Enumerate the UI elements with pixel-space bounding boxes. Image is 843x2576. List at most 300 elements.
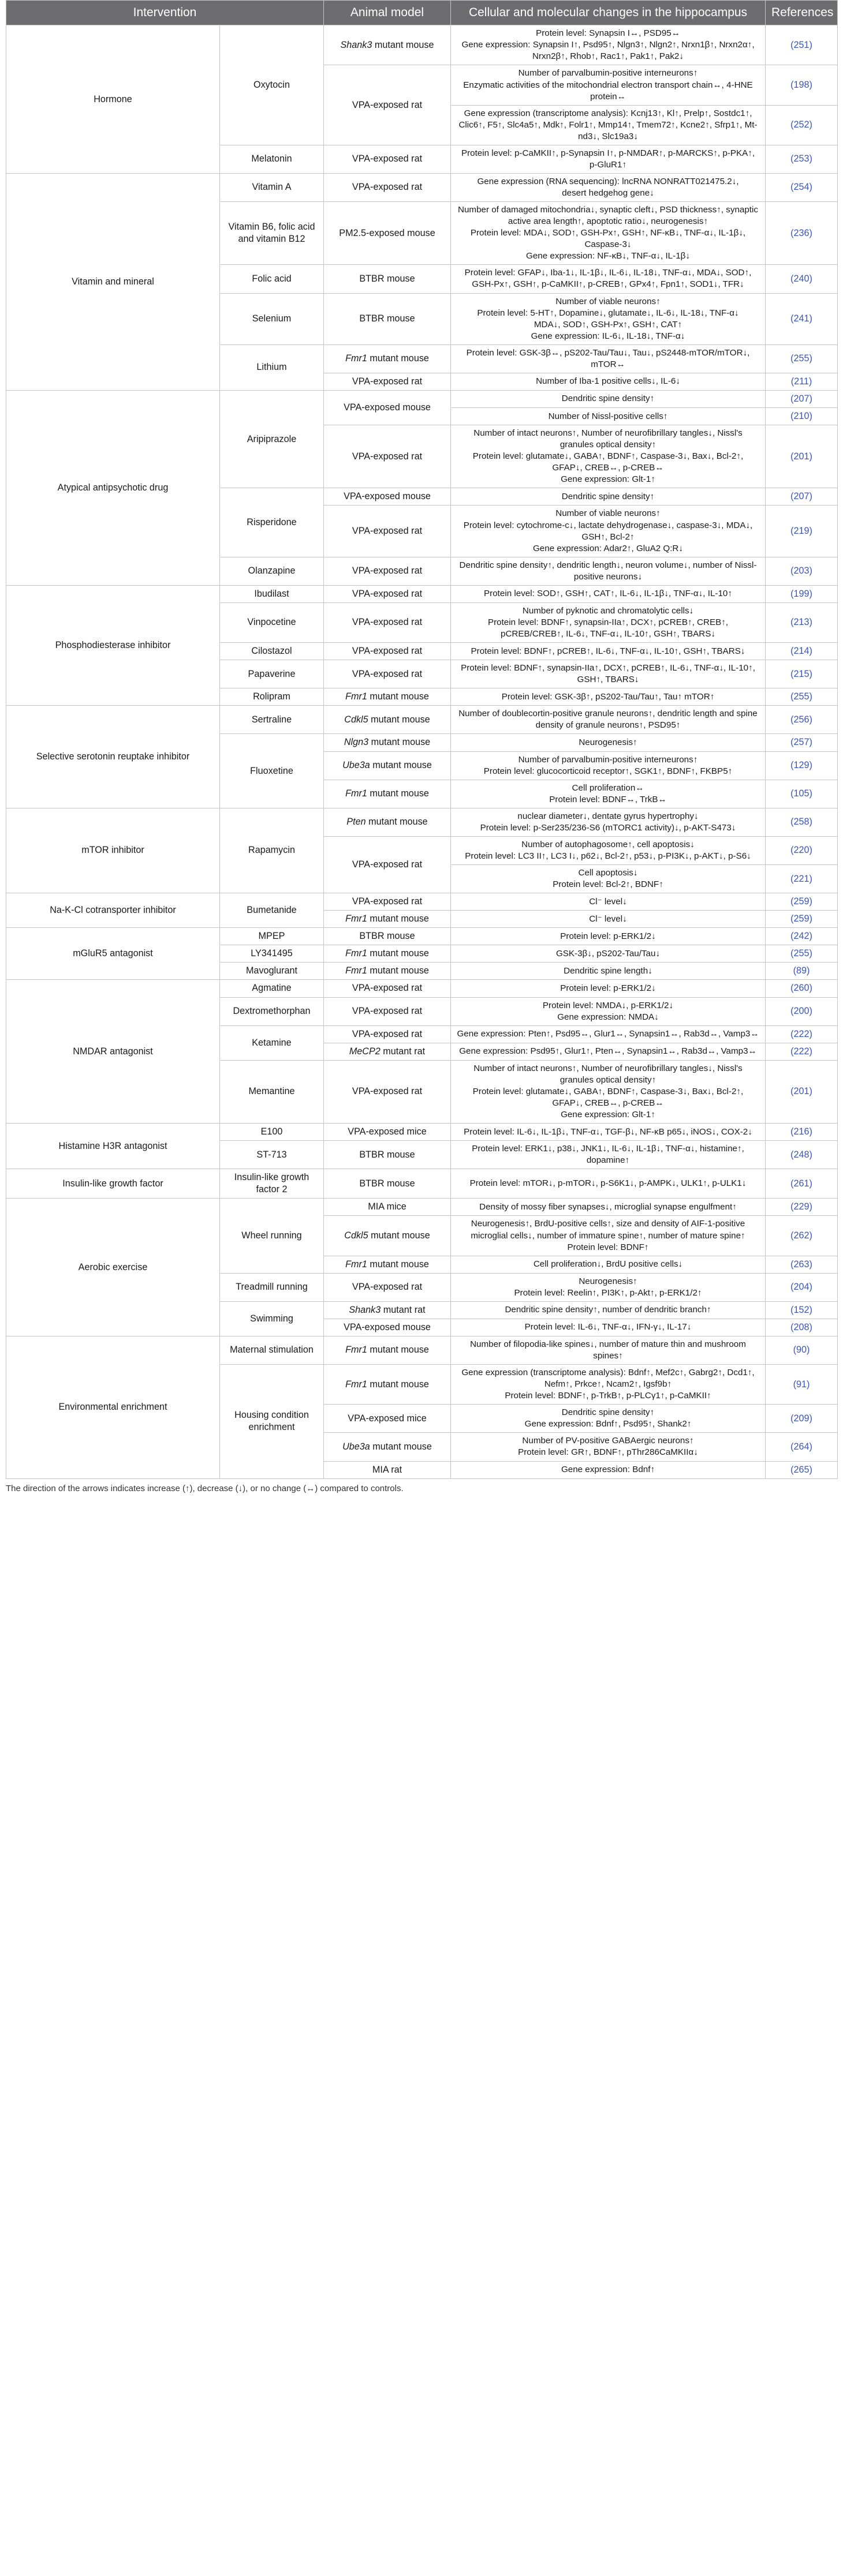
gene-name: Cdkl5: [344, 714, 368, 725]
hippocampal-changes: [451, 734, 766, 751]
model-suffix: mutant mouse: [367, 1379, 429, 1390]
gene-name: Fmr1: [345, 1259, 367, 1270]
reference-cell: [766, 145, 838, 173]
change-line: Gene expression: Psd95↑, Glur1↑, Pten↔, Synapsin1↔, Rab3d↔, Vamp3↔: [459, 1046, 757, 1057]
hippocampal-changes: [451, 173, 766, 201]
change-line: Number of doublecortin-positive granule neurons↑, dendritic length and spine density of granule neurons↑, PSD95↑: [458, 709, 758, 731]
reference-link[interactable]: (222): [790, 1046, 812, 1057]
reference-link[interactable]: (204): [790, 1282, 812, 1293]
reference-link[interactable]: (260): [790, 983, 812, 994]
animal-model: [324, 345, 451, 373]
change-line: Gene expression: Pten↑, Psd95↔, Glur1↔, Synapsin1↔, Rab3d↔, Vamp3↔: [457, 1029, 759, 1039]
animal-model: VPA-exposed rat: [324, 373, 451, 390]
reference-link[interactable]: (236): [790, 227, 812, 238]
hippocampal-changes: [451, 105, 766, 145]
reference-cell: [766, 865, 838, 893]
reference-cell: [766, 1169, 838, 1199]
change-line: Protein level: GSK-3β↑, pS202-Tau/Tau↑, Tau↑ mTOR↑: [501, 691, 715, 702]
change-line: Protein level: LC3 II↑, LC3 I↓, p62↓, Bcl-2↑, p53↓, p-PI3K↓, p-AKT↓, p-S6↓: [465, 851, 751, 861]
animal-model: [324, 1336, 451, 1364]
change-line: Number of intact neurons↑, Number of neurofibrillary tangles↓, Nissl's granules optical density↑: [473, 1063, 743, 1085]
hippocampal-changes: [451, 660, 766, 688]
reference-link[interactable]: (105): [790, 788, 812, 799]
change-line: Number of pyknotic and chromatolytic cells↓: [522, 605, 694, 616]
hippocampal-changes: [451, 1124, 766, 1141]
change-line: nuclear diameter↓, dentate gyrus hypertrophy↓: [517, 811, 699, 821]
change-line: Gene expression: Glt-1↑: [561, 474, 655, 485]
change-line: Neurogenesis↑: [579, 737, 637, 747]
reference-link[interactable]: (258): [790, 817, 812, 828]
reference-cell: [766, 1273, 838, 1301]
reference-cell: [766, 643, 838, 660]
animal-model: [324, 706, 451, 734]
reference-link[interactable]: (241): [790, 313, 812, 324]
change-line: Protein level: p-Ser235/236-S6 (mTORC1 activity)↓, p-AKT-S473↓: [480, 822, 736, 833]
intervention-category: Atypical antipsychotic drug: [6, 390, 220, 585]
change-line: Gene expression: Adar2↑, GluA2 Q:R↓: [532, 543, 683, 553]
gene-name: Pten: [346, 817, 366, 828]
reference-link[interactable]: (242): [790, 931, 812, 942]
change-line: Protein level: GR↑, BDNF↑, pThr286CaMKIIα↓: [518, 1447, 698, 1458]
reference-link[interactable]: (255): [790, 353, 812, 364]
model-suffix: mutant mouse: [368, 1230, 430, 1241]
intervention-agent: Fluoxetine: [220, 734, 324, 808]
table-header-row: [6, 1, 838, 25]
table-row: [6, 173, 838, 201]
intervention-agent: Memantine: [220, 1060, 324, 1123]
intervention-category: Vitamin and mineral: [6, 173, 220, 390]
reference-link[interactable]: (207): [790, 393, 812, 404]
reference-cell: [766, 202, 838, 265]
gene-name: Fmr1: [345, 948, 367, 959]
intervention-agent: Folic acid: [220, 265, 324, 293]
change-line: Protein level: Synapsin I↔, PSD95↔: [536, 28, 680, 39]
reference-cell: [766, 585, 838, 602]
change-line: Gene expression: NMDA↓: [557, 1012, 659, 1022]
animal-model: [324, 1301, 451, 1319]
hippocampal-changes: [451, 557, 766, 585]
reference-cell: [766, 1025, 838, 1043]
reference-link[interactable]: (229): [790, 1201, 812, 1212]
reference-cell: [766, 488, 838, 506]
model-suffix: mutant mouse: [367, 965, 429, 976]
gene-name: Shank3: [340, 39, 372, 50]
reference-link[interactable]: (222): [790, 1028, 812, 1039]
reference-cell: [766, 945, 838, 963]
hippocampal-changes: [451, 1461, 766, 1478]
model-suffix: mutant mouse: [367, 1345, 429, 1356]
reference-link[interactable]: (261): [790, 1178, 812, 1189]
intervention-agent: Lithium: [220, 345, 324, 390]
reference-link[interactable]: (203): [790, 566, 812, 576]
table-row: [6, 585, 838, 602]
intervention-category: Selective serotonin reuptake inhibitor: [6, 706, 220, 808]
animal-model: VPA-exposed rat: [324, 1273, 451, 1301]
change-line: Neurogenesis↑: [579, 1276, 637, 1286]
change-line: Protein level: BDNF↑, p-TrkB↑, p-PLCγ1↑, p-CaMKII↑: [505, 1391, 711, 1401]
reference-link[interactable]: (210): [790, 411, 812, 421]
model-suffix: mutant mouse: [365, 817, 428, 828]
reference-cell: [766, 1216, 838, 1256]
reference-link[interactable]: (254): [790, 182, 812, 193]
animal-model: [324, 780, 451, 808]
change-line: Protein level: p-CaMKII↑, p-Synapsin I↑, p-NMDAR↑, p-MARCKS↑, p-PKA↑, p-GluR1↑: [461, 148, 755, 170]
animal-model: VPA-exposed rat: [324, 980, 451, 997]
reference-link[interactable]: (255): [790, 691, 812, 702]
reference-cell: [766, 1461, 838, 1478]
reference-link[interactable]: (257): [790, 737, 812, 748]
animal-model: [324, 963, 451, 980]
reference-link[interactable]: (90): [793, 1345, 810, 1356]
change-line: Number of PV-positive GABAergic neurons↑: [522, 1436, 694, 1446]
gene-name: Fmr1: [345, 1345, 367, 1356]
reference-link[interactable]: (259): [790, 913, 812, 924]
model-suffix: mutant mouse: [367, 913, 429, 924]
change-line: Cell proliferation↔: [572, 782, 644, 793]
change-line: Protein level: cytochrome-c↓, lactate dehydrogenase↓, caspase-3↓, MDA↓, GSH↑, Bcl-2↑: [463, 520, 753, 542]
reference-link[interactable]: (220): [790, 845, 812, 856]
model-suffix: mutant rat: [381, 1304, 426, 1315]
change-line: Protein level: mTOR↓, p-mTOR↓, p-S6K1↓, p-AMPK↓, ULK1↑, p-ULK1↓: [469, 1178, 747, 1189]
reference-link[interactable]: (201): [790, 451, 812, 462]
intervention-agent: Aripiprazole: [220, 390, 324, 488]
reference-link[interactable]: (252): [790, 119, 812, 130]
change-line: Number of filopodia-like spines↓, number of mature thin and mushroom spines↑: [470, 1339, 746, 1361]
intervention-category: mTOR inhibitor: [6, 808, 220, 893]
intervention-agent: Bumetanide: [220, 893, 324, 928]
model-suffix: mutant mouse: [367, 948, 429, 959]
change-line: Density of mossy fiber synapses↓, microglial synapse engulfment↑: [479, 1201, 737, 1212]
intervention-agent: Mavoglurant: [220, 963, 324, 980]
gene-name: Ube3a: [342, 1441, 370, 1452]
change-line: desert hedgehog gene↓: [562, 188, 654, 198]
reference-link[interactable]: (129): [790, 760, 812, 771]
hippocampal-changes: [451, 1169, 766, 1199]
reference-cell: [766, 1141, 838, 1169]
change-line: Number of Iba-1 positive cells↓, IL-6↓: [536, 376, 680, 387]
reference-cell: [766, 602, 838, 642]
gene-name: Cdkl5: [344, 1230, 368, 1241]
reference-cell: [766, 1336, 838, 1364]
intervention-agent: MPEP: [220, 928, 324, 945]
reference-link[interactable]: (201): [790, 1086, 812, 1097]
intervention-category: Na-K-Cl cotransporter inhibitor: [6, 893, 220, 928]
reference-link[interactable]: (219): [790, 526, 812, 537]
model-suffix: mutant mouse: [368, 737, 431, 748]
hippocampal-changes: [451, 1405, 766, 1433]
animal-model: VPA-exposed mice: [324, 1405, 451, 1433]
animal-model: VPA-exposed rat: [324, 643, 451, 660]
hippocampal-changes: [451, 1273, 766, 1301]
reference-cell: [766, 390, 838, 407]
animal-model: VPA-exposed rat: [324, 506, 451, 557]
reference-link[interactable]: (240): [790, 273, 812, 284]
table-row: [6, 1169, 838, 1199]
intervention-agent: Melatonin: [220, 145, 324, 173]
animal-model: VPA-exposed rat: [324, 602, 451, 642]
reference-cell: [766, 25, 838, 65]
header-changes: Cellular and molecular changes in the hippocampus: [451, 1, 766, 25]
table-body: [6, 25, 838, 1478]
change-line: Protein level: ERK1↓, p38↓, JNK1↓, IL-6↓, IL-1β↓, TNF-α↓, histamine↑, dopamine↑: [472, 1144, 744, 1166]
reference-link[interactable]: (209): [790, 1413, 812, 1424]
reference-cell: [766, 408, 838, 425]
change-line: Protein level: 5-HT↑, Dopamine↓, glutamate↓, IL-6↓, IL-18↓, TNF-α↓: [477, 308, 739, 318]
animal-model: [324, 751, 451, 780]
hippocampal-changes: [451, 808, 766, 836]
change-line: GSK-3β↓, pS202-Tau/Tau↓: [555, 948, 661, 958]
change-line: Protein level: BDNF↑, synapsin-IIa↑, DCX↑, pCREB↑, CREB↑, pCREB/CREB↑, IL-6↓, TNF-α↓, IL-10↑, GSH↑, TBARS↓: [487, 617, 729, 639]
intervention-agent: Dextromethorphan: [220, 997, 324, 1025]
hippocampal-changes: [451, 1141, 766, 1169]
reference-link[interactable]: (221): [790, 873, 812, 884]
hippocampal-changes: [451, 706, 766, 734]
hippocampal-changes: [451, 25, 766, 65]
animal-model: [324, 945, 451, 963]
change-line: Gene expression: Glt-1↑: [561, 1110, 655, 1119]
reference-link[interactable]: (265): [790, 1464, 812, 1475]
animal-model: [324, 25, 451, 65]
intervention-agent: Agmatine: [220, 980, 324, 997]
gene-name: Fmr1: [345, 353, 367, 364]
change-line: Protein level: Reelin↑, PI3K↑, p-Akt↑, p-ERK1/2↑: [514, 1287, 702, 1298]
change-line: Protein level: BDNF↑, pCREB↑, IL-6↓, TNF-α↓, IL-10↑, GSH↑, TBARS↓: [471, 646, 745, 656]
intervention-agent: Cilostazol: [220, 643, 324, 660]
animal-model: [324, 808, 451, 836]
reference-link[interactable]: (259): [790, 896, 812, 907]
intervention-agent: Maternal stimulation: [220, 1336, 324, 1364]
reference-cell: [766, 997, 838, 1025]
animal-model: VPA-exposed mouse: [324, 1319, 451, 1336]
reference-cell: [766, 1405, 838, 1433]
animal-model: VPA-exposed mouse: [324, 390, 451, 425]
gene-name: Nlgn3: [344, 737, 369, 748]
reference-link[interactable]: (255): [790, 948, 812, 959]
reference-cell: [766, 1124, 838, 1141]
table-row: [6, 808, 838, 836]
reference-cell: [766, 963, 838, 980]
animal-model: [324, 1433, 451, 1461]
reference-cell: [766, 706, 838, 734]
animal-model: [324, 911, 451, 928]
animal-model: PM2.5-exposed mouse: [324, 202, 451, 265]
hippocampal-changes: [451, 893, 766, 911]
change-line: Number of viable neurons↑: [555, 296, 661, 306]
intervention-agent: Ibudilast: [220, 585, 324, 602]
reference-link[interactable]: (248): [790, 1149, 812, 1160]
table-container: [6, 0, 837, 1493]
reference-link[interactable]: (198): [790, 80, 812, 90]
reference-link[interactable]: (200): [790, 1006, 812, 1017]
model-suffix: mutant mouse: [367, 788, 429, 799]
reference-link[interactable]: (216): [790, 1126, 812, 1137]
change-line: Protein level: MDA↓, SOD↑, GSH-Px↑, GSH↑, NF-κB↓, TNF-α↓, IL-1β↓, Caspase-3↓: [470, 228, 746, 250]
animal-model: [324, 688, 451, 706]
intervention-category: NMDAR antagonist: [6, 980, 220, 1124]
change-line: Gene expression: IL-6↓, IL-18↓, TNF-α↓: [531, 331, 685, 341]
reference-cell: [766, 1365, 838, 1405]
reference-link[interactable]: (199): [790, 588, 812, 599]
intervention-agent: Papaverine: [220, 660, 324, 688]
hippocampal-changes: [451, 1060, 766, 1123]
hippocampal-changes: [451, 408, 766, 425]
change-line: Protein level: IL-6↓, IL-1β↓, TNF-α↓, TGF-β↓, NF-κB p65↓, iNOS↓, COX-2↓: [464, 1126, 752, 1137]
reference-cell: [766, 65, 838, 105]
table-row: [6, 1199, 838, 1216]
intervention-agent: Rolipram: [220, 688, 324, 706]
reference-link[interactable]: (253): [790, 153, 812, 164]
change-line: Protein level: glucocorticoid receptor↑, SGK1↑, BDNF↑, FKBP5↑: [483, 766, 733, 776]
change-line: Cl⁻ level↓: [589, 913, 627, 924]
reference-link[interactable]: (263): [790, 1259, 812, 1270]
hippocampal-changes: [451, 1301, 766, 1319]
change-line: Protein level: Bcl-2↑, BDNF↑: [553, 879, 663, 890]
change-line: Cell apoptosis↓: [578, 868, 638, 878]
reference-link[interactable]: (256): [790, 714, 812, 725]
animal-model: [324, 1043, 451, 1060]
hippocampal-changes: [451, 780, 766, 808]
hippocampal-changes: [451, 945, 766, 963]
gene-name: MeCP2: [349, 1046, 381, 1057]
reference-cell: [766, 780, 838, 808]
animal-model: BTBR mouse: [324, 265, 451, 293]
intervention-agent: Sertraline: [220, 706, 324, 734]
reference-link[interactable]: (213): [790, 617, 812, 628]
reference-link[interactable]: (251): [790, 39, 812, 50]
change-line: Number of autophagosome↑, cell apoptosis↓: [521, 839, 695, 849]
hippocampal-changes: [451, 602, 766, 642]
intervention-agent: Selenium: [220, 293, 324, 345]
change-line: Protein level: IL-6↓, TNF-α↓, IFN-γ↓, IL-17↓: [524, 1322, 692, 1332]
reference-cell: [766, 836, 838, 864]
hippocampal-changes: [451, 836, 766, 864]
hippocampal-changes: [451, 1216, 766, 1256]
intervention-agent: Ketamine: [220, 1025, 324, 1060]
table-footnote: The direction of the arrows indicates increase (↑), decrease (↓), or no change (↔) compared to controls.: [6, 1483, 404, 1493]
change-line: Gene expression: Synapsin I↑, Psd95↑, Nlgn3↑, Nlgn2↑, Nrxn1β↑, Nrxn2α↑, Nrxn2β↑, Rhob↑, Rac1↑, Pak1↑, Pak2↓: [461, 40, 755, 62]
reference-link[interactable]: (91): [793, 1379, 810, 1390]
hippocampal-changes: [451, 293, 766, 345]
hippocampal-changes: [451, 345, 766, 373]
reference-link[interactable]: (207): [790, 491, 812, 502]
change-line: Dendritic spine density↑: [561, 1407, 655, 1418]
reference-cell: [766, 265, 838, 293]
reference-cell: [766, 1433, 838, 1461]
hippocampal-changes: [451, 980, 766, 997]
table-row: [6, 1124, 838, 1141]
animal-model: BTBR mouse: [324, 293, 451, 345]
header-animal-model: Animal model: [324, 1, 451, 25]
reference-cell: [766, 928, 838, 945]
animal-model: [324, 1256, 451, 1273]
hippocampal-changes: [451, 488, 766, 506]
model-suffix: mutant rat: [380, 1046, 426, 1057]
reference-link[interactable]: (152): [790, 1304, 812, 1315]
reference-link[interactable]: (208): [790, 1321, 812, 1332]
change-line: Number of intact neurons↑, Number of neurofibrillary tangles↓, Nissl's granules optical density↑: [473, 428, 743, 450]
animal-model: VPA-exposed rat: [324, 425, 451, 488]
hippocampal-changes: [451, 865, 766, 893]
gene-name: Fmr1: [345, 965, 367, 976]
hippocampal-changes: [451, 997, 766, 1025]
change-line: Dendritic spine density↑: [561, 394, 655, 404]
change-line: Protein level: BDNF↑, synapsin-IIa↑, DCX↑, pCREB↑, IL-6↓, TNF-α↓, IL-10↑, GSH↑, TBARS↓: [461, 663, 755, 685]
hippocampal-changes: [451, 506, 766, 557]
intervention-agent: Olanzapine: [220, 557, 324, 585]
reference-cell: [766, 373, 838, 390]
hippocampal-changes: [451, 1025, 766, 1043]
gene-name: Fmr1: [345, 1379, 367, 1390]
gene-name: Fmr1: [345, 691, 367, 702]
model-suffix: mutant mouse: [367, 1259, 429, 1270]
animal-model: VPA-exposed rat: [324, 557, 451, 585]
gene-name: Fmr1: [345, 788, 367, 799]
hippocampal-changes: [451, 1319, 766, 1336]
gene-name: Shank3: [349, 1304, 381, 1315]
change-line: Protein level: glutamate↓, GABA↑, BDNF↑, Caspase-3↓, Bax↓, Bcl-2↑, GFAP↓, CREB↔, p-CREB↔: [472, 451, 744, 473]
reference-cell: [766, 293, 838, 345]
intervention-agent: ST-713: [220, 1141, 324, 1169]
hippocampal-changes: [451, 585, 766, 602]
hippocampal-changes: [451, 1199, 766, 1216]
reference-cell: [766, 173, 838, 201]
change-line: Gene expression (transcriptome analysis): Bdnf↑, Mef2c↑, Gabrg2↑, Dcd1↑, Nefm↑, Prkce↑, Ncam2↑, Igsf9b↑: [461, 1368, 755, 1390]
table-row: [6, 706, 838, 734]
change-line: MDA↓, SOD↑, GSH-Px↑, GSH↑, CAT↑: [534, 319, 682, 330]
change-line: Number of viable neurons↑: [555, 508, 661, 519]
change-line: Dendritic spine density↑, number of dendritic branch↑: [505, 1305, 711, 1315]
reference-link[interactable]: (89): [793, 965, 810, 976]
animal-model: VPA-exposed rat: [324, 893, 451, 911]
change-line: Protein level: GFAP↓, Iba-1↓, IL-1β↓, IL-6↓, IL-18↓, TNF-α↓, MDA↓, SOD↑, GSH-Px↑, GSH↑, p-CaMKII↑, p-CREB↑, GPx4↑, Fpn1↑, SOD1↓, TFR↓: [464, 268, 752, 290]
reference-link[interactable]: (214): [790, 646, 812, 657]
change-line: Gene expression (transcriptome analysis): Kcnj13↑, Kl↑, Prelp↑, Sostdc1↑, Clic6↑, F5↑, Slc4a5↑, Mdk↑, Folr1↑, Mmp14↑, Tmem72↑, Kcne2↑, Sfrp1↑, Mt-nd3↓, Slc19a3↓: [458, 108, 758, 141]
reference-cell: [766, 105, 838, 145]
intervention-agent: E100: [220, 1124, 324, 1141]
reference-link[interactable]: (264): [790, 1441, 812, 1452]
model-suffix: mutant mouse: [368, 714, 430, 725]
intervention-category: Environmental enrichment: [6, 1336, 220, 1478]
intervention-category: mGluR5 antagonist: [6, 928, 220, 980]
change-line: Protein level: BDNF↔, TrkB↔: [549, 794, 667, 804]
model-suffix: mutant mouse: [367, 353, 429, 364]
intervention-agent: Vinpocetine: [220, 602, 324, 642]
change-line: Protein level: BDNF↑: [567, 1242, 649, 1252]
gene-name: Fmr1: [345, 913, 367, 924]
animal-model: [324, 734, 451, 751]
intervention-agent: Housing condition enrichment: [220, 1365, 324, 1479]
reference-link[interactable]: (215): [790, 668, 812, 679]
change-line: Number of parvalbumin-positive interneurons↑: [518, 754, 698, 765]
reference-cell: [766, 980, 838, 997]
change-line: Gene expression: NF-κB↓, TNF-α↓, IL-1β↓: [526, 251, 690, 261]
hippocampal-changes: [451, 65, 766, 105]
change-line: Dendritic spine length↓: [564, 965, 652, 976]
hippocampal-changes: [451, 1365, 766, 1405]
reference-link[interactable]: (262): [790, 1230, 812, 1241]
change-line: Number of damaged mitochondria↓, synaptic cleft↓, PSD thickness↑, synaptic active area length↑, apoptotic ratio↓, neurogenesis↑: [458, 205, 758, 227]
hippocampal-changes: [451, 202, 766, 265]
table-row: [6, 25, 838, 65]
change-line: Protein level: NMDA↓, p-ERK1/2↓: [542, 1000, 674, 1010]
reference-link[interactable]: (211): [790, 376, 812, 387]
hippocampal-changes: [451, 265, 766, 293]
intervention-agent: Risperidone: [220, 488, 324, 557]
change-line: Protein level: p-ERK1/2↓: [560, 931, 656, 941]
header-references: References: [766, 1, 838, 25]
hippocampal-changes: [451, 1433, 766, 1461]
hippocampal-changes: [451, 928, 766, 945]
